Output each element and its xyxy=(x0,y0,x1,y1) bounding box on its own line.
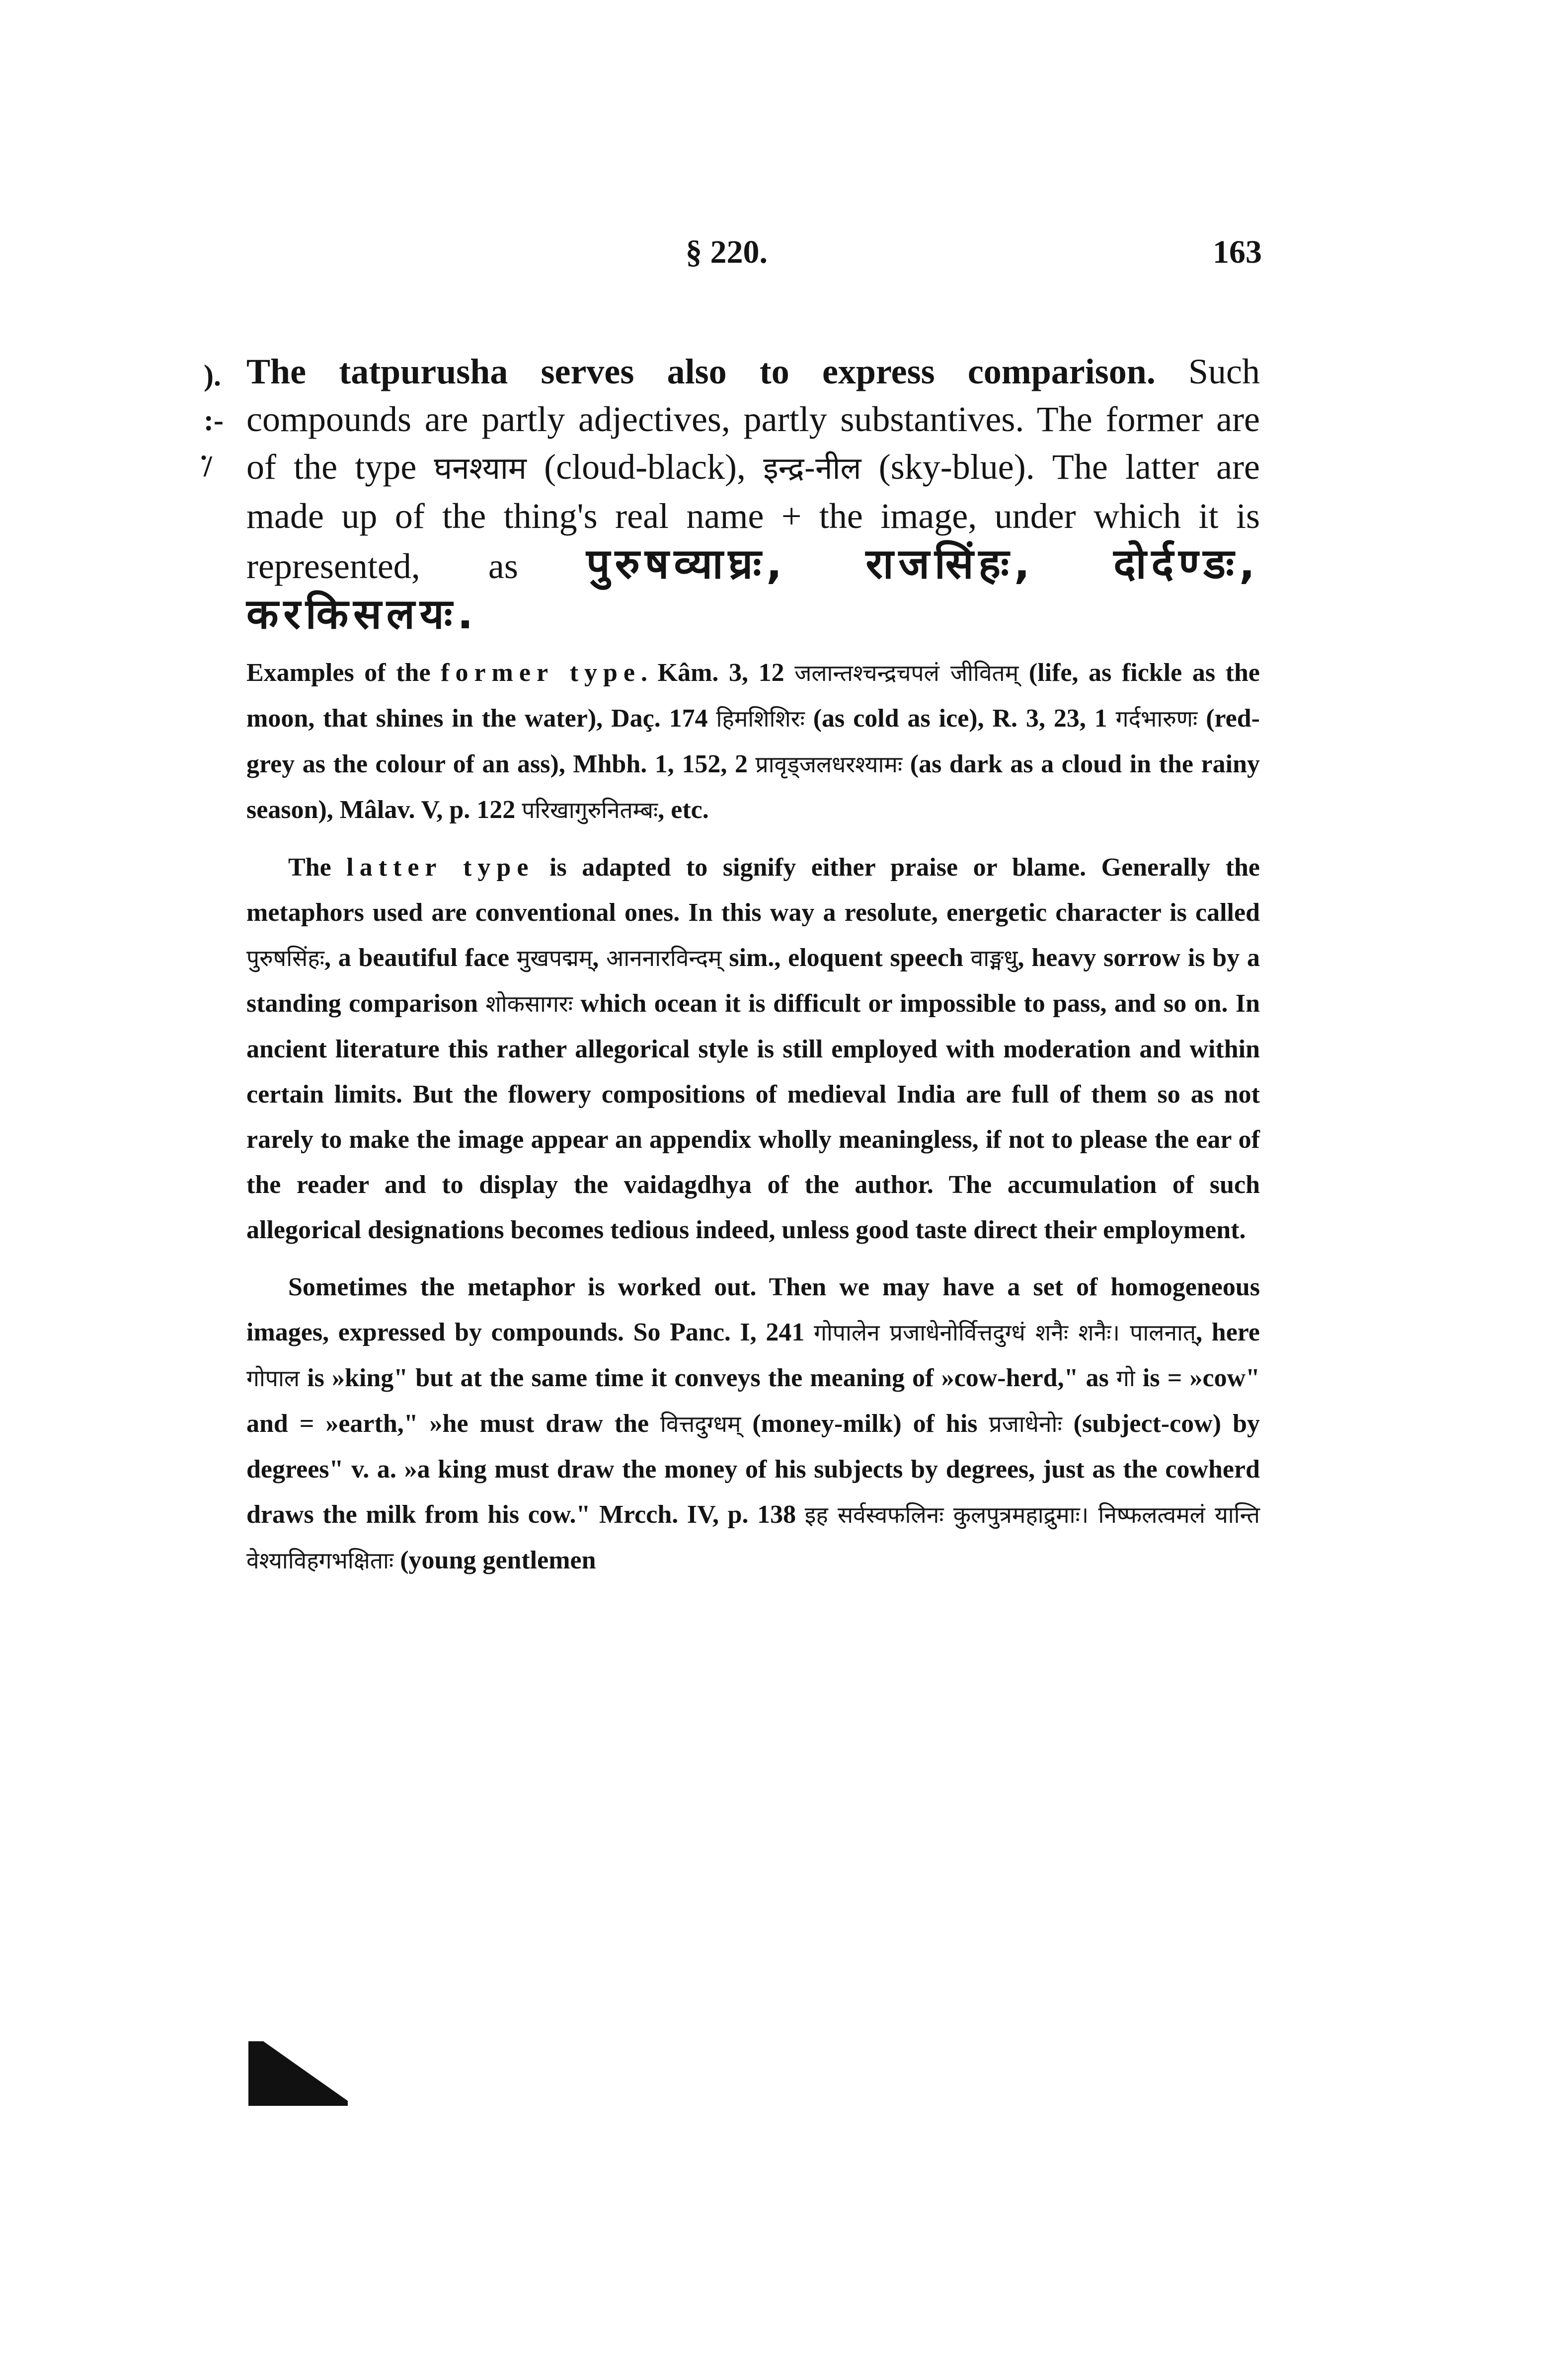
text-run: (money-milk) of his xyxy=(741,1410,989,1438)
text-run: , etc. xyxy=(658,796,709,824)
section-number: § 220. xyxy=(686,234,768,270)
text-run: (red-grey as the colour of an ass), Mhbh. 1, 152, 2 xyxy=(246,704,1260,778)
text-run: , a beautiful face xyxy=(324,944,517,972)
text-run: Such compounds are partly adjectives, partly substantives. The former are of the type xyxy=(246,352,1260,487)
devanagari-term: प्रावृड्जलधरश्यामः xyxy=(755,751,903,778)
devanagari-term: इन्द्र-नील xyxy=(763,450,861,486)
text-run: (young gentlemen xyxy=(393,1546,596,1574)
margin-mark: ̇/ xyxy=(204,450,212,483)
paragraph-latter-type xyxy=(246,845,1260,1253)
devanagari-term: हिमशिशिरः xyxy=(716,705,805,732)
devanagari-term: आननारविन्दम् xyxy=(606,945,722,971)
text-run: (as dark as a cloud in the rainy season), Mâlav. V, p. 122 xyxy=(246,750,1260,824)
lead-sentence: The tatpurusha serves also to express comparison. xyxy=(246,352,1156,391)
devanagari-term: गर्दभारुणः xyxy=(1115,705,1198,732)
paragraph-worked-out-metaphor xyxy=(246,1264,1260,1583)
text-run: (life, as fickle as the moon, that shines in the water), Daç. 174 xyxy=(246,659,1260,733)
devanagari-term: घनश्याम xyxy=(434,450,527,486)
text-run: (cloud-black), xyxy=(526,447,764,487)
text-run: (sky-blue). The latter are made up of the thing's real name + the image, under which it is represented, as xyxy=(246,447,1260,586)
pointer-arrow-icon xyxy=(248,2041,348,2106)
margin-mark: :- xyxy=(204,404,224,437)
devanagari-term: प्रजाधेनोः xyxy=(989,1411,1062,1437)
devanagari-term: परिखागुरुनितम्बः xyxy=(522,797,658,823)
text-run: (subject-cow) by degrees" v. a. »a king must draw the money of his subjects by degrees, just as the cowherd draws the milk from his cow." Mrcch. IV, p. 138 xyxy=(246,1410,1260,1529)
page-number: 163 xyxy=(1213,234,1262,270)
text-run: is adapted to signify either praise or blame. Generally the metaphors used are conventional ones. In this way a resolute, energetic character is called xyxy=(246,853,1260,927)
spaced-term: latter type xyxy=(346,853,535,882)
text-run: sim., eloquent speech xyxy=(721,944,971,972)
text-run: , here xyxy=(1196,1318,1260,1346)
margin-mark: ). xyxy=(204,359,221,392)
devanagari-term: पुरुषसिंहः xyxy=(246,945,324,971)
devanagari-term: शोकसागरः xyxy=(485,990,573,1017)
text-run: (as cold as ice), R. 3, 23, 1 xyxy=(804,704,1116,733)
spaced-term: former type xyxy=(441,659,641,687)
devanagari-examples: पुरुषव्याघ्रः, राजसिंहः, दोर्दण्डः, करकिसलयः. xyxy=(246,539,1260,638)
devanagari-term: वाङ्मधु xyxy=(970,945,1018,971)
text-run: which ocean it is difficult or impossible to pass, and so on. In ancient literature this rather allegorical style is still employed with moderation and within certain limits. But the flowery compositions of medieval India are full of them so as not rarely to make the image appear an appendix wholly meaningless, if not to please the ear of the reader and to display the vaidagdhya of the author. The accumulation of such allegorical designations becomes tedious indeed, unless good taste direct their employment. xyxy=(246,989,1260,1244)
text-run: . Kâm. 3, 12 xyxy=(641,659,795,687)
page-body xyxy=(246,348,1260,1583)
devanagari-term: गोपाल xyxy=(246,1365,300,1392)
devanagari-term: गो xyxy=(1116,1365,1135,1392)
text-run: Sometimes the metaphor is worked out. Then we may have a set of homogeneous images, expressed by compounds. So Panc. I, 241 xyxy=(246,1273,1260,1346)
devanagari-term: जलान्तश्चन्द्रचपलं जीवितम् xyxy=(794,660,1019,686)
paragraph-tatpurusha-comparison xyxy=(246,348,1260,640)
text-run: The xyxy=(288,853,347,882)
paragraph-former-type-examples xyxy=(246,650,1260,833)
devanagari-term: वित्तदुग्धम् xyxy=(660,1411,741,1437)
text-run: is = »cow" and = »earth," »he must draw the xyxy=(246,1364,1260,1438)
text-run: is »king" but at the same time it conveys the meaning of »cow-herd," as xyxy=(300,1364,1116,1392)
devanagari-quote: गोपालेन प्रजाधेनोर्वित्तदुग्धं शनैः शनैः। पालनात् xyxy=(814,1319,1196,1346)
text-run: , heavy sorrow is by a standing comparison xyxy=(246,944,1260,1018)
devanagari-quote: इह सर्वस्वफलिनः कुलपुत्रमहाद्रुमाः। निष्फलत्वमलं यान्ति वेश्याविहगभक्षिताः xyxy=(246,1501,1260,1574)
devanagari-term: मुखपद्मम् xyxy=(516,945,593,971)
text-run: , xyxy=(592,944,607,972)
running-header xyxy=(248,233,1262,278)
text-run: Examples of the xyxy=(246,659,441,687)
